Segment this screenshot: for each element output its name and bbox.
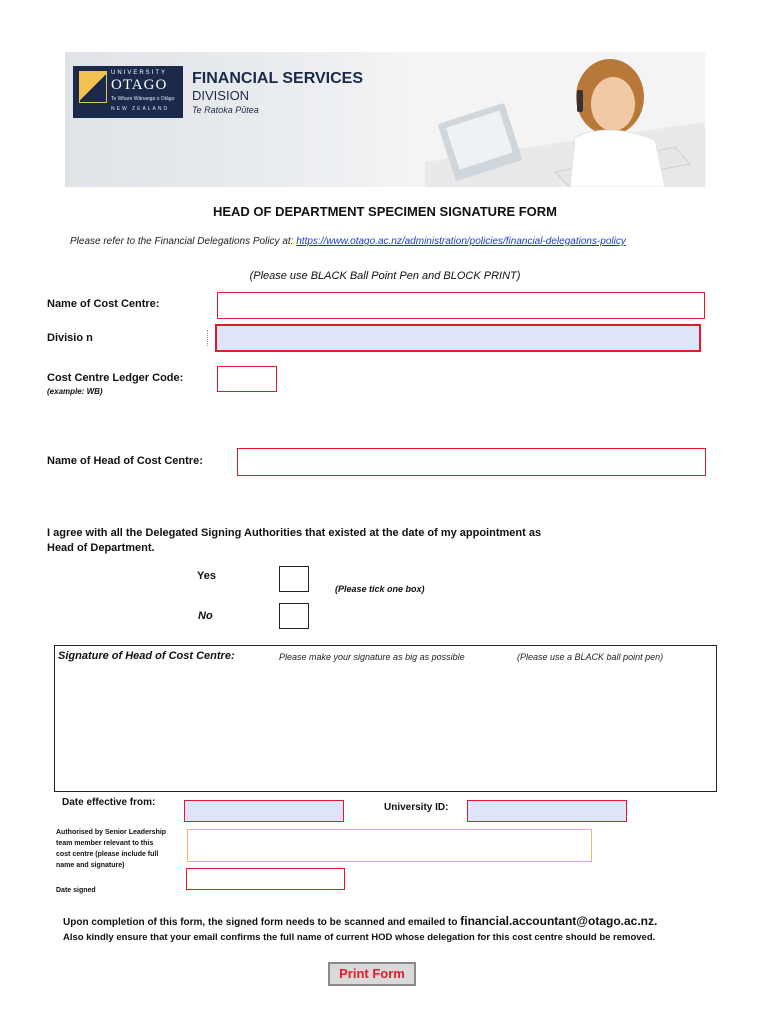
signature-pen-note: (Please use a BLACK ball point pen) bbox=[517, 652, 664, 662]
crest-icon bbox=[79, 71, 107, 103]
policy-prefix: Please refer to the Financial Delegations Policy at: bbox=[70, 236, 294, 247]
authorised-label-line1: Authorised by Senior Leadership bbox=[56, 829, 167, 836]
authorised-label bbox=[56, 827, 166, 871]
authorised-label-line4: name and signature) bbox=[56, 862, 125, 869]
division-label: Divisio n bbox=[47, 332, 93, 344]
no-label: No bbox=[198, 610, 213, 622]
form-title: HEAD OF DEPARTMENT SPECIMEN SIGNATURE FORM bbox=[212, 204, 558, 219]
logo-university-country: NEW ZEALAND bbox=[111, 106, 170, 112]
university-logo bbox=[73, 66, 183, 118]
cost-centre-name-field[interactable] bbox=[217, 292, 705, 319]
authorised-label-line2: team member relevant to this bbox=[56, 840, 154, 847]
signature-box[interactable] bbox=[54, 645, 717, 792]
yes-checkbox[interactable] bbox=[279, 566, 309, 592]
division-title: FINANCIAL SERVICES bbox=[192, 70, 363, 87]
division-subtitle: DIVISION bbox=[192, 88, 250, 103]
banner-photo bbox=[425, 52, 705, 187]
date-signed-field[interactable] bbox=[186, 868, 345, 890]
ledger-code-label: Cost Centre Ledger Code: bbox=[47, 372, 184, 384]
division-maori: Te Ratoka Pūtea bbox=[192, 105, 259, 115]
date-effective-label: Date effective from: bbox=[62, 797, 156, 808]
division-dropdown-grip bbox=[207, 330, 211, 346]
date-effective-field[interactable] bbox=[184, 800, 344, 822]
head-name-field[interactable] bbox=[237, 448, 706, 476]
university-id-label: University ID: bbox=[384, 802, 449, 813]
header-banner bbox=[65, 52, 705, 187]
authorised-by-field[interactable] bbox=[187, 829, 592, 862]
cost-centre-name-label: Name of Cost Centre: bbox=[47, 298, 160, 310]
ledger-code-field[interactable] bbox=[217, 366, 277, 392]
university-id-field[interactable] bbox=[467, 800, 627, 822]
pen-instruction: (Please use BLACK Ball Point Pen and BLOCK PRINT) bbox=[249, 270, 521, 282]
footer-instruction: Upon completion of this form, the signed form needs to be scanned and emailed to bbox=[63, 917, 461, 928]
logo-university-name: OTAGO bbox=[111, 77, 168, 93]
policy-reference bbox=[70, 236, 626, 247]
footer-line1 bbox=[63, 914, 723, 928]
head-name-label: Name of Head of Cost Centre: bbox=[47, 455, 203, 467]
yes-label: Yes bbox=[197, 570, 216, 582]
agreement-text-line2: Head of Department. bbox=[47, 542, 155, 554]
footer-email: financial.accountant@otago.ac.nz. bbox=[460, 914, 658, 928]
logo-university-small: UNIVERSITY bbox=[111, 70, 168, 76]
signature-label: Signature of Head of Cost Centre: bbox=[58, 650, 235, 662]
division-select[interactable] bbox=[215, 324, 701, 352]
policy-link[interactable]: https://www.otago.ac.nz/administration/policies/financial-delegations-policy bbox=[296, 236, 626, 247]
footer-line2: Also kindly ensure that your email confirms the full name of current HOD whose delegation for this cost centre should be removed. bbox=[63, 932, 656, 943]
no-checkbox[interactable] bbox=[279, 603, 309, 629]
tick-note: (Please tick one box) bbox=[335, 584, 425, 594]
logo-university-maori: Te Whare Wānanga o Otāgo bbox=[111, 96, 175, 102]
ledger-code-example: (example: WB) bbox=[47, 387, 103, 396]
agreement-text-line1: I agree with all the Delegated Signing Authorities that existed at the date of my appointment as bbox=[47, 527, 542, 539]
date-signed-label: Date signed bbox=[56, 887, 96, 894]
signature-size-note: Please make your signature as big as possible bbox=[279, 652, 465, 662]
print-form-button[interactable]: Print Form bbox=[328, 962, 416, 986]
authorised-label-line3: cost centre (please include full bbox=[56, 851, 159, 858]
